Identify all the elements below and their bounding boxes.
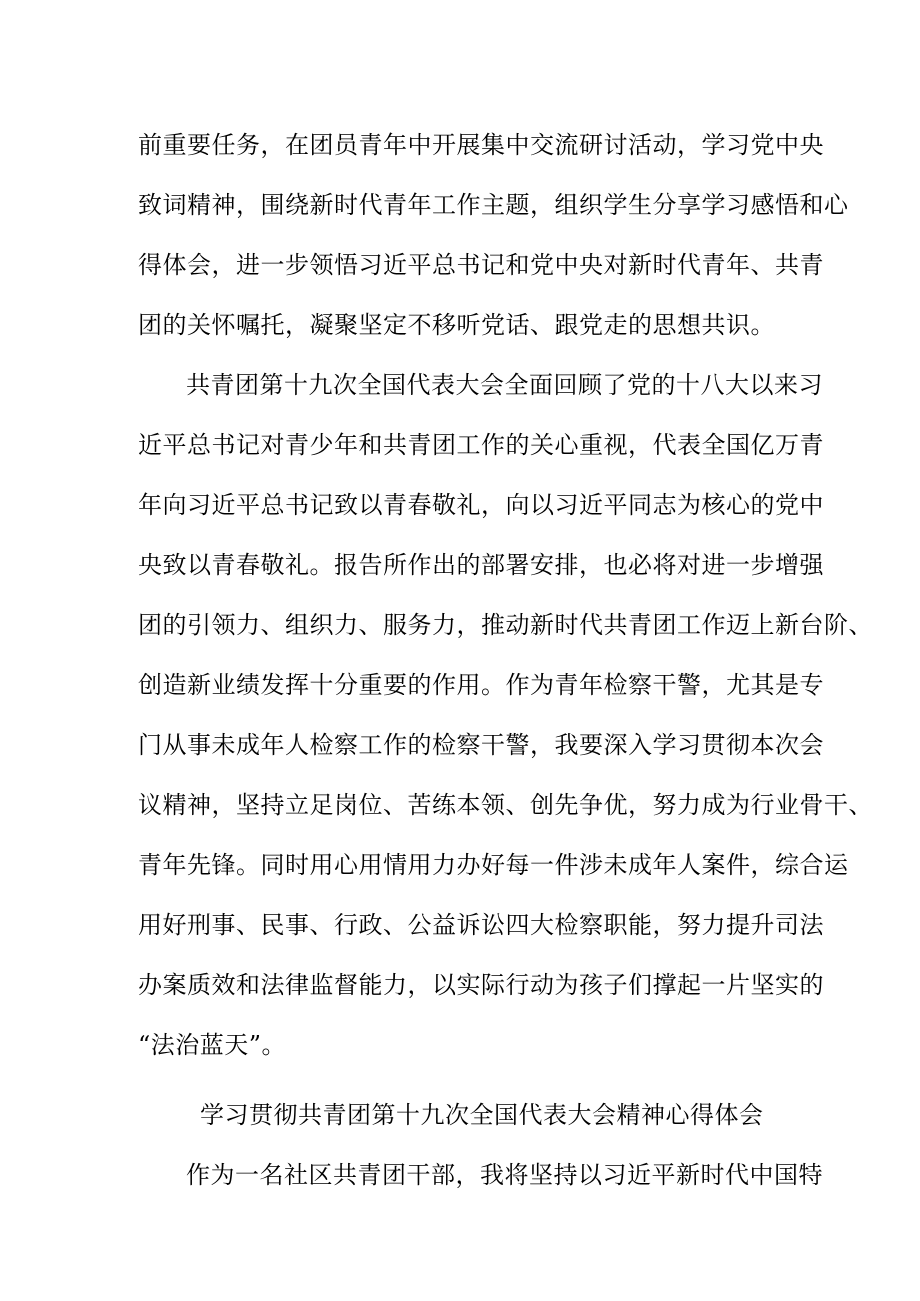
paragraph-1-line-1: 前重要任务，在团员青年中开展集中交流研讨活动，学习党中央 bbox=[138, 131, 824, 159]
paragraph-1-line-4: 团的关怀嘱托，凝聚坚定不移听党话、跟党走的思想共识。 bbox=[138, 311, 775, 339]
paragraph-2-line-6: 创造新业绩发挥十分重要的作用。作为青年检察干警，尤其是专 bbox=[138, 671, 824, 699]
paragraph-1-line-3: 得体会，进一步领悟习近平总书记和党中央对新时代青年、共青 bbox=[138, 251, 824, 279]
paragraph-2-line-7: 门从事未成年人检察工作的检察干警，我要深入学习贯彻本次会 bbox=[138, 731, 824, 759]
section-title: 学习贯彻共青团第十九次全国代表大会精神心得体会 bbox=[200, 1101, 764, 1129]
paragraph-2-line-4: 央致以青春敬礼。报告所作出的部署安排，也必将对进一步增强 bbox=[138, 551, 824, 579]
paragraph-2-line-1: 共青团第十九次全国代表大会全面回顾了党的十八大以来习 bbox=[186, 371, 823, 399]
paragraph-2-line-12: “法治蓝天”。 bbox=[138, 1031, 287, 1059]
paragraph-2-line-10: 用好刑事、民事、行政、公益诉讼四大检察职能，努力提升司法 bbox=[138, 911, 824, 939]
paragraph-2-line-3: 年向习近平总书记致以青春敬礼，向以习近平同志为核心的党中 bbox=[138, 491, 824, 519]
paragraph-2-line-11: 办案质效和法律监督能力，以实际行动为孩子们撑起一片坚实的 bbox=[138, 971, 824, 999]
paragraph-2-line-9: 青年先锋。同时用心用情用力办好每一件涉未成年人案件，综合运 bbox=[138, 851, 849, 879]
paragraph-2-line-8: 议精神，坚持立足岗位、苦练本领、创先争优，努力成为行业骨干、 bbox=[138, 791, 873, 819]
paragraph-2-line-5: 团的引领力、组织力、服务力，推动新时代共青团工作迈上新台阶、 bbox=[138, 611, 873, 639]
paragraph-2-line-2: 近平总书记对青少年和共青团工作的关心重视，代表全国亿万青 bbox=[138, 431, 824, 459]
paragraph-1-line-2: 致词精神，围绕新时代青年工作主题，组织学生分享学习感悟和心 bbox=[138, 191, 849, 219]
paragraph-3-line-1: 作为一名社区共青团干部，我将坚持以习近平新时代中国特 bbox=[186, 1161, 823, 1189]
